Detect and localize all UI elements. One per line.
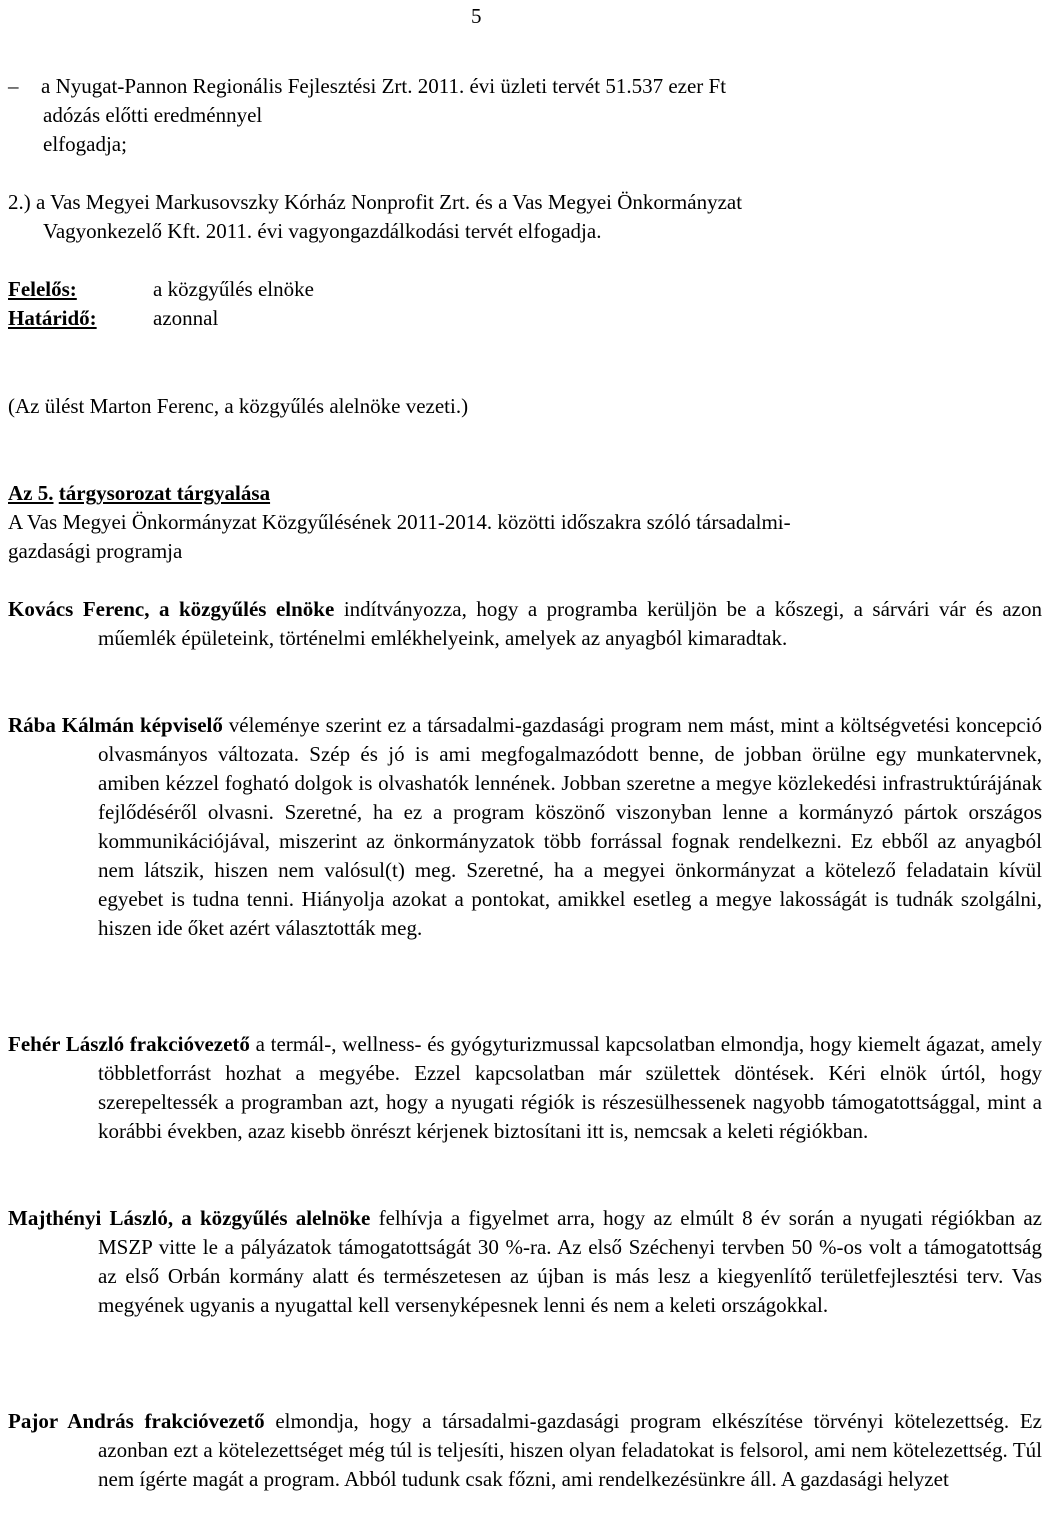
speech-majthenyi bbox=[8, 1204, 1042, 1320]
decision-item-1-line-1: a Nyugat-Pannon Regionális Fejlesztési Zrt. 2011. évi üzleti tervét 51.537 ezer Ft bbox=[41, 74, 727, 98]
speaker-name: Pajor András frakcióvezető bbox=[8, 1409, 265, 1433]
speech-text: elmondja, hogy a társadalmi-gazdasági program elkészítése törvényi kötelezettség. Ez azonban ezt a kötelezettséget még túl is teljesíti, hiszen olyan feladatokat is felsorol, ami nem kötelezettség. Túl nem ígérte magát a program. Abból tudunk csak főzni, ami rendelkezésünkre áll. A gazdasági helyzet bbox=[98, 1409, 1042, 1491]
speech-feher bbox=[8, 1030, 1042, 1146]
deadline-label: Határidő: bbox=[8, 306, 97, 330]
speaker-name: Kovács Ferenc, a közgyűlés elnöke bbox=[8, 597, 335, 621]
responsible-label: Felelős: bbox=[8, 277, 77, 301]
speech-raba bbox=[8, 711, 1042, 943]
page-number: 5 bbox=[471, 4, 482, 28]
speech-text: véleménye szerint ez a társadalmi-gazdasági program nem mást, mint a költségvetési koncepció olvasmányos változata. Szép és jó is ami megfogalmazódott benne, de jobban örülne egy munkatervnek, amiben kézzel fogható dolgok is olvashatók lennének. Jobban szeretne a megye közlekedési infrastruktúrájának fejlődéséről olvasni. Szeretné, ha ez a program köszönő viszonyban lenne a kormányzó pártok országos kommunikációjával, miszerint az önkormányzatok több forrással fognak rendelkezni. Ez ebből az anyagból nem látszik, hiszen nem valósul(t) meg. Szeretné, ha a megyei önkormányzat a kötelező feladatain kívül egyebet is tudna tenni. Hiányolja azokat a pontokat, amikkel esetleg a megye lakosságát is tudnák szolgálni, hiszen ide őket azért választották meg. bbox=[98, 713, 1042, 940]
decision-item-1-line-3: elfogadja; bbox=[43, 132, 127, 156]
speech-pajor bbox=[8, 1407, 1042, 1494]
speaker-name: Rába Kálmán képviselő bbox=[8, 713, 223, 737]
agenda-title: tárgysorozat tárgyalása bbox=[58, 481, 271, 505]
decision-item-1 bbox=[8, 72, 952, 159]
speech-text: a termál-, wellness- és gyógyturizmussal kapcsolatban elmondja, hogy kiemelt ágazat, amely többletforrást hozhat a megyébe. Ezzel kapcsolatban már születtek döntések. Kéri elnök úrtól, hogy szerepeltessék a programban azt, hogy a nyugati régiók is részesülhessenek nagyobb támogatottsággal, mint a korábbi években, azaz kisebb önrészt kérjenek biztosítani itt is, nemcsak a keleti régiókban. bbox=[98, 1032, 1042, 1143]
speech-text: indítványozza, hogy a programba kerüljön be a kőszegi, a sárvári vár és azon műemlék épületeink, történelmi emlékhelyeink, amelyek az anyagból kimaradtak. bbox=[98, 597, 1042, 650]
dash-bullet: – bbox=[8, 74, 19, 98]
agenda-subject-line-1: A Vas Megyei Önkormányzat Közgyűlésének 2011-2014. közötti időszakra szóló társadalmi- bbox=[8, 510, 791, 534]
agenda-title-prefix: Az 5. bbox=[8, 481, 54, 505]
decision-item-1-line-2: adózás előtti eredménnyel bbox=[43, 103, 263, 127]
responsible-value: a közgyűlés elnöke bbox=[153, 277, 314, 301]
agenda-subject-line-2: gazdasági programja bbox=[8, 539, 183, 563]
decision-item-2-line-1: 2.) a Vas Megyei Markusovszky Kórház Nonprofit Zrt. és a Vas Megyei Önkormányzat bbox=[8, 190, 743, 214]
chair-note: (Az ülést Marton Ferenc, a közgyűlés alelnöke vezeti.) bbox=[8, 394, 469, 418]
agenda-section bbox=[8, 479, 952, 566]
deadline-value: azonnal bbox=[153, 306, 219, 330]
decision-item-2 bbox=[8, 188, 952, 246]
responsible-row bbox=[8, 275, 314, 304]
speech-kovacs bbox=[8, 595, 1042, 653]
decision-item-2-line-2: Vagyonkezelő Kft. 2011. évi vagyongazdálkodási tervét elfogadja. bbox=[43, 219, 602, 243]
speaker-name: Fehér László frakcióvezető bbox=[8, 1032, 250, 1056]
speech-text: felhívja a figyelmet arra, hogy az elmúlt 8 év során a nyugati régiókban az MSZP vitte le a pályázatok támogatottságát 30 %-ra. Az első Széchenyi tervben 50 %-os volt a támogatottság az első Orbán kormány alatt és természetesen az újban is más lesz a kiegyenlítő területfejlesztési terv. Vas megyének ugyanis a nyugattal kell versenyképesnek lenni és nem a keleti országokkal. bbox=[98, 1206, 1042, 1317]
speaker-name: Majthényi László, a közgyűlés alelnöke bbox=[8, 1206, 371, 1230]
deadline-row bbox=[8, 304, 218, 333]
